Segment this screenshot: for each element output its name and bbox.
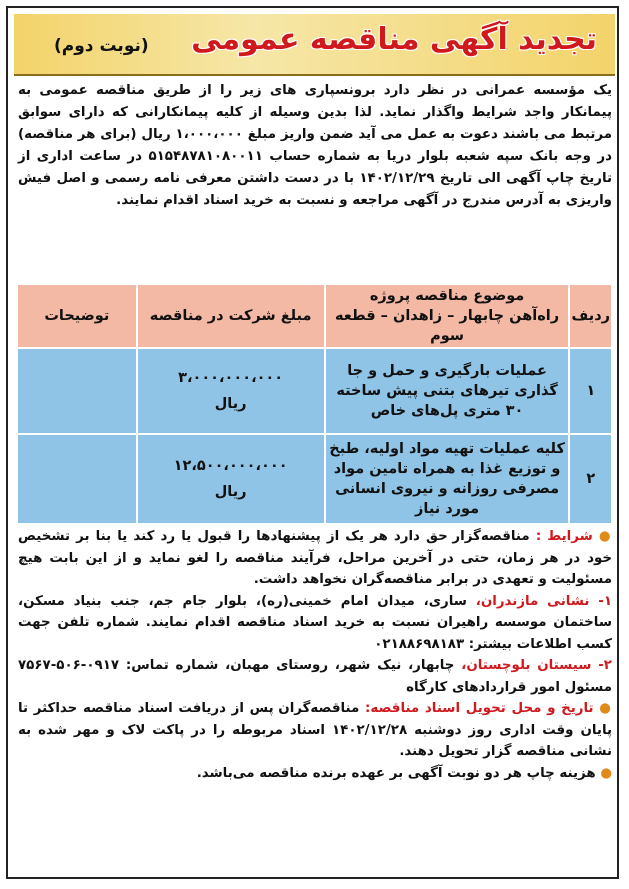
tender-table	[16, 283, 613, 525]
row-subject: عملیات بارگیری و حمل و جا گذاری تیرهای بتنی پیش ساخته ۳۰ متری پل‌های خاص	[325, 348, 570, 434]
header-subject	[325, 284, 570, 348]
amount-currency: ریال	[214, 484, 247, 500]
table-row	[17, 348, 612, 434]
delivery-text: مناقصه‌گران پس از دریافت اسناد مناقصه حداکثر تا پایان وقت اداری روز دوشنبه ۱۴۰۲/۱۲/۲۸ اسناد مربوطه را در پاکت لاک و مهر شده به نشانی مناقصه گزار تحویل دهند.	[18, 701, 613, 759]
title-banner	[14, 14, 615, 76]
row-amount	[137, 348, 325, 434]
conditions-text: مناقصه‌گزار حق دارد هر یک از پیشنهادها را قبول یا رد کند یا بنا بر تشخیص خود در هر زمان، حتی در آخرین مراحل، فرآیند مناقصه را لغو نماید و از این بابت هیچ مسئولیت و تعهدی در برابر مناقصه‌گران نخواهد داشت.	[18, 529, 612, 587]
page-title: تجدید آگهی مناقصه عمومی	[191, 22, 597, 57]
delivery-label: تاریخ و محل تحویل اسناد مناقصه:	[365, 701, 594, 716]
row-number: ۱	[569, 348, 612, 434]
address1-text: ساری، میدان امام خمینی(ره)، بلوار جام جم، جنب بنیاد مسکن، ساختمان موسسه راهیران نسبت به خرید اسناد مناقصه اقدام نمایند. شماره تلفن جهت کسب اطلاعات بیشتر: ۰۲۱۸۸۶۹۸۱۸۳	[18, 593, 612, 652]
footer-paragraph	[18, 763, 612, 785]
intro-text: در نظر دارد برونسپاری های زیر را از طریق مناقصه عمومی به پیمانکار واجد شرایط واگذار نماید. لذا بدین وسیله از کلیه پیمانکارانی که دارای سوابق مرتبط می باشند دعوت به عمل می آید ضمن واریز مبلغ ۱،۰۰۰،۰۰۰ ریال (برای هر مناقصه) در وجه بانک سپه شعبه بلوار دریا به شماره حساب ۵۱۵۴۸۷۸۱۰۸۰۰۱۱ در ساعت اداری از تاریخ چاپ آگهی الی تاریخ ۱۴۰۲/۱۲/۲۹ با در دست داشتن معرفی نامه رسمی و اصل فیش واریزی به آدرس مندرج در آگهی مراجعه و نسبت به خرید اسناد اقدام نمایند.	[18, 83, 612, 208]
address2-paragraph	[18, 655, 612, 698]
address1-label: ۱- نشانی مازندران،	[475, 593, 612, 609]
bullet-icon: ●	[598, 529, 612, 544]
address2-text: چابهار، نیک شهر، روستای مهبان، شماره تماس: ۰۹۱۷-۵۰۶-۷۵۶۷ مسئول امور قراردادهای کارگاه	[18, 658, 612, 695]
bullet-icon: ●	[599, 701, 612, 716]
amount-currency: ریال	[214, 396, 247, 412]
row-subject: کلیه عملیات تهیه مواد اولیه، طبخ و توزیع غذا به همراه تامین مواد مصرفی روزانه و نیروی انسانی مورد نیاز	[325, 434, 570, 524]
header-notes: توضیحات	[17, 284, 137, 348]
round-label: (نوبت دوم)	[54, 36, 149, 56]
row-notes	[17, 434, 137, 524]
address1-paragraph	[18, 591, 612, 656]
row-number: ۲	[569, 434, 612, 524]
header-subject-line1: موضوع مناقصه پروژه	[369, 288, 525, 304]
delivery-paragraph	[18, 698, 612, 763]
header-subject-line2: راه‌آهن چابهار – زاهدان – قطعه سوم	[335, 308, 560, 344]
row-notes	[17, 348, 137, 434]
bullet-icon: ●	[600, 765, 612, 781]
intro-paragraph	[18, 80, 612, 212]
conditions-label: شرایط :	[535, 529, 593, 544]
table-row	[17, 434, 612, 524]
address2-label: ۲- سیستان بلوچستان،	[461, 658, 612, 673]
conditions-paragraph	[18, 526, 612, 591]
org-name: یک مؤسسه عمرانی	[475, 83, 612, 98]
body-text	[18, 526, 612, 784]
amount-value: ۱۲،۵۰۰،۰۰۰،۰۰۰	[173, 458, 288, 474]
row-amount	[137, 434, 325, 524]
amount-value: ۳،۰۰۰،۰۰۰،۰۰۰	[178, 370, 284, 386]
footer-text: هزینه چاپ هر دو نوبت آگهی بر عهده برنده مناقصه می‌باشد.	[196, 765, 596, 781]
header-amount: مبلغ شرکت در مناقصه	[137, 284, 325, 348]
header-row-number: ردیف	[569, 284, 612, 348]
